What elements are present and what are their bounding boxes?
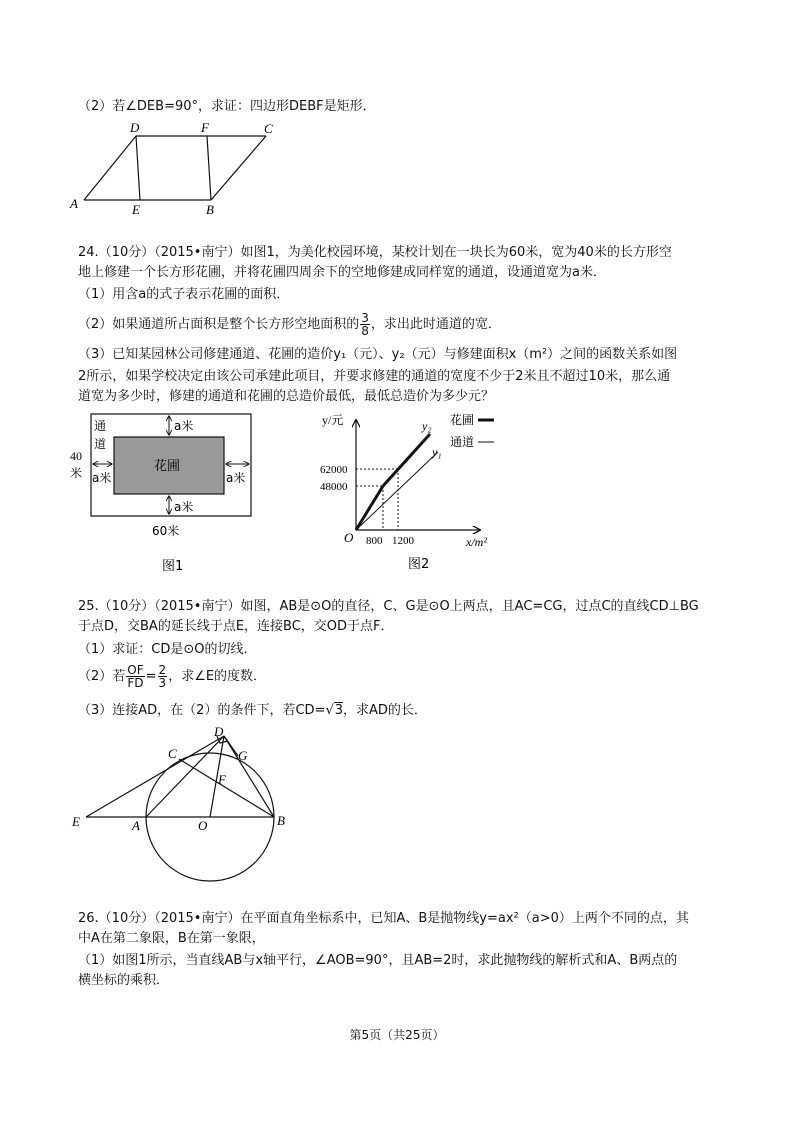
circle-figure: [66, 722, 306, 894]
q24-part3-l3: 道宽为多少时，修建的通道和花圃的总造价最低，最低总造价为多少元？: [78, 389, 495, 404]
parallelogram-figure: [66, 118, 286, 218]
label-O: O: [198, 818, 208, 833]
label-xaxis: x/m²: [466, 535, 487, 549]
sqrt-radicand: 3: [334, 703, 344, 718]
label-E: E: [72, 814, 80, 829]
q25-part3-post: ，求AD的长．: [343, 703, 427, 718]
label-huapu: 花圃: [154, 459, 181, 474]
label-dao: 道: [94, 437, 107, 451]
label-a-left: a米: [92, 471, 112, 485]
frac-num-2: 2: [158, 663, 167, 677]
q24-part2-post: ，求出此时通道的宽．: [370, 317, 501, 332]
q26-line2: 中A在第二象限，B在第一象限，: [78, 931, 265, 946]
q26-part1-l1: （1）如图1所示，当直线AB与x轴平行，∠AOB=90°，且AB=2时，求此抛物线的解析式和A、B两点的: [78, 953, 678, 968]
q24-part2: [78, 312, 501, 337]
q25-part2: [78, 664, 266, 689]
label-B: B: [277, 813, 285, 828]
label-A: A: [70, 196, 78, 211]
tick-800: 800: [366, 535, 383, 547]
label-F: F: [218, 772, 226, 787]
label-a-bottom: a米: [174, 500, 194, 514]
line-y2-seg2: [383, 434, 430, 486]
frac-den: 8: [361, 324, 369, 338]
fraction-3-8: [360, 312, 370, 337]
fraction-2-3: [158, 664, 168, 689]
q25-line2: 于点D，交BA的延长线于点E，连接BC，交OD于点F．: [78, 619, 394, 634]
q25-part1: （1）求证：CD是⊙O的切线．: [78, 642, 257, 657]
label-mi: 米: [70, 466, 83, 480]
legend-tongdao: 通道: [450, 435, 475, 449]
q25-part3-pre: （3）连接AD，在（2）的条件下，若CD=: [78, 703, 326, 718]
q24-line1: 24.（10分）（2015•南宁）如图1，为美化校园环境，某校计划在一块长为60米，宽为40米的长方形空: [78, 245, 672, 260]
label-D: D: [130, 120, 140, 135]
label-C: C: [264, 121, 273, 136]
q25-part3: [78, 702, 427, 720]
caption-fig1: 图1: [162, 559, 184, 574]
q24-part3-l2: 2所示，如果学校决定由该公司承建此项目，并要求修建的通道的宽度不少于2米且不超过10米，那么通: [78, 369, 671, 384]
q24-line2: 地上修建一个长方形花圃，并将花圃四周余下的空地修建成同样宽的通道，设通道宽为a米．: [78, 265, 606, 280]
seg-AD: [84, 136, 136, 200]
seg-FB: [207, 136, 211, 200]
seg-ED: [86, 736, 224, 817]
label-60: 60米: [152, 524, 180, 538]
q25-part2-post: ，求∠E的度数．: [168, 669, 267, 684]
frac-num-OF: OF: [127, 663, 144, 677]
seg-DE: [136, 136, 140, 200]
line-y1: [356, 452, 438, 530]
q26-part1-l2: 横坐标的乘积．: [78, 973, 170, 988]
label-yaxis: y/元: [322, 413, 344, 427]
q25-part2-pre: （2）若: [78, 669, 126, 684]
label-B: B: [206, 202, 214, 217]
tick-62000: 62000: [320, 464, 348, 476]
q23-part2: （2）若∠DEB=90°，求证：四边形DEBF是矩形．: [78, 99, 376, 114]
label-tong: 通: [94, 419, 107, 433]
frac-den-FD: FD: [127, 676, 144, 690]
q26-line1: 26.（10分）（2015•南宁）在平面直角坐标系中，已知A、B是抛物线y=ax²（a>0）上两个不同的点，其: [78, 911, 689, 926]
origin-O: O: [344, 530, 354, 545]
sqrt-symbol: √: [325, 703, 334, 718]
label-F: F: [201, 120, 209, 135]
label-E: E: [132, 202, 140, 217]
seg-BC: [211, 136, 266, 200]
label-a-right: a米: [226, 471, 246, 485]
q25-eq: =: [145, 669, 157, 684]
tick-1200: 1200: [392, 535, 414, 547]
label-C: C: [168, 746, 177, 761]
seg-DG: [224, 736, 238, 756]
q24-part3-l1: （3）已知某园林公司修建通道、花圃的造价y₁（元）、y₂（元）与修建面积x（m²）之间的函数关系如图: [78, 347, 678, 362]
label-G: G: [238, 748, 248, 763]
page-footer: 第5页（共25页）: [349, 1028, 445, 1042]
caption-fig2: 图2: [408, 557, 430, 572]
q24-part2-pre: （2）如果通道所占面积是整个长方形空地面积的: [78, 317, 360, 332]
frac-num: 3: [361, 311, 369, 325]
label-a-top: a米: [174, 419, 194, 433]
figure2-cost-graph: [310, 408, 510, 578]
figure1-garden: [66, 408, 266, 580]
label-y2: y₂: [422, 419, 432, 433]
q24-part1: （1）用含a的式子表示花圃的面积．: [78, 287, 290, 302]
label-y1: y₁: [432, 445, 442, 459]
label-40: 40: [70, 449, 82, 463]
tick-48000: 48000: [320, 481, 348, 493]
frac-den-3: 3: [158, 676, 167, 690]
fraction-OF-FD: [126, 664, 144, 689]
legend-huapu: 花圃: [450, 413, 475, 427]
label-A: A: [132, 818, 140, 833]
label-D: D: [214, 724, 224, 739]
q25-line1: 25.（10分）（2015•南宁）如图，AB是⊙O的直径，C、G是⊙O上两点，且AC=CG，过点C的直线CD⊥BG: [78, 599, 699, 614]
seg-DB: [224, 736, 274, 817]
